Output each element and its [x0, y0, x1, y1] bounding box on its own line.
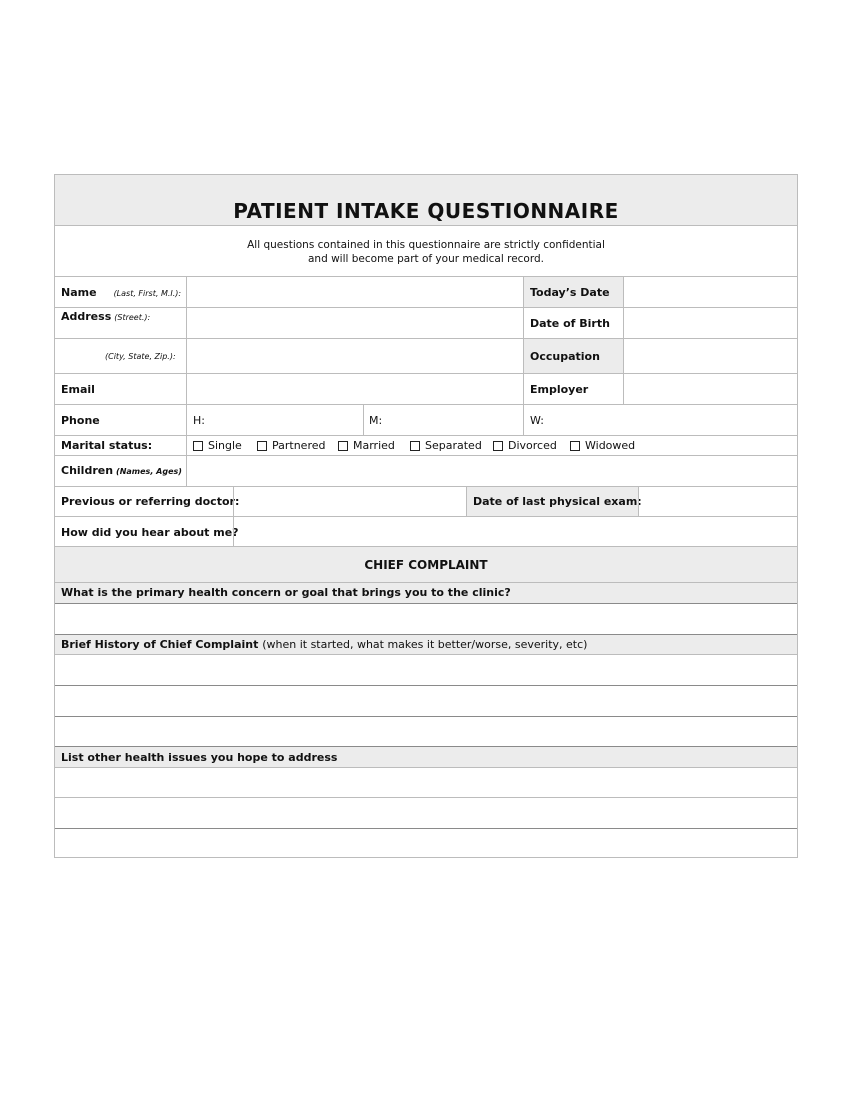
marital-option-single[interactable]: Single	[193, 439, 242, 452]
checkbox-icon[interactable]	[570, 441, 580, 451]
checkbox-icon[interactable]	[338, 441, 348, 451]
dob-label: Date of Birth	[530, 317, 610, 330]
phone-mobile-input[interactable]	[364, 405, 523, 435]
address-label: Address (Street.):	[61, 310, 151, 323]
history-input-line-1[interactable]	[55, 655, 797, 686]
dob-input[interactable]	[624, 308, 797, 338]
address-city-row	[55, 339, 797, 374]
name-row	[55, 277, 797, 308]
checkbox-icon[interactable]	[257, 441, 267, 451]
marital-label: Marital status:	[61, 439, 153, 452]
last-exam-label: Date of last physical exam:	[473, 495, 642, 508]
todays-date-label: Today’s Date	[530, 286, 610, 299]
history-question-row	[55, 635, 797, 655]
email-row	[55, 374, 797, 405]
occupation-label-cell	[523, 339, 623, 373]
dob-label-cell	[523, 308, 623, 338]
checkbox-icon[interactable]	[410, 441, 420, 451]
phone-home-prefix: H:	[193, 414, 205, 427]
marital-option-partnered[interactable]: Partnered	[257, 439, 326, 452]
referral-row	[55, 517, 797, 547]
todays-date-label-cell	[523, 277, 623, 307]
marital-option-married[interactable]: Married	[338, 439, 395, 452]
note-line-2: and will become part of your medical record.	[307, 253, 544, 265]
address-street-row	[55, 308, 797, 339]
email-input[interactable]	[187, 374, 523, 404]
other-issues-input-line-1[interactable]	[55, 768, 797, 798]
hear-about-label: How did you hear about me?	[61, 526, 239, 539]
todays-date-input[interactable]	[624, 277, 797, 307]
phone-work-input[interactable]	[524, 405, 797, 435]
confidential-note	[55, 238, 797, 266]
children-label: Children (Names, Ages)	[61, 464, 182, 477]
other-issues-question: List other health issues you hope to address	[61, 751, 338, 764]
note-line-1: All questions contained in this questionnaire are strictly confidential	[247, 239, 605, 251]
primary-concern-question-row	[55, 583, 797, 604]
marital-option-widowed[interactable]: Widowed	[570, 439, 635, 452]
checkbox-icon[interactable]	[193, 441, 203, 451]
hear-about-input[interactable]	[234, 517, 797, 546]
chief-complaint-heading: CHIEF COMPLAINT	[364, 558, 488, 572]
email-label: Email	[61, 383, 95, 396]
history-question: Brief History of Chief Complaint (when it started, what makes it better/worse, severity, etc)	[61, 638, 588, 651]
prev-doctor-label: Previous or referring doctor:	[61, 495, 240, 508]
other-issues-input-line-2[interactable]	[55, 798, 797, 829]
address-street-input[interactable]	[187, 308, 523, 338]
employer-label-cell	[523, 374, 623, 404]
name-label: Name (Last, First, M.I.):	[61, 286, 182, 299]
doctor-row	[55, 487, 797, 517]
intake-form	[54, 174, 798, 858]
name-input[interactable]	[187, 277, 523, 307]
history-input-line-3[interactable]	[55, 717, 797, 747]
history-input-line-2[interactable]	[55, 686, 797, 717]
prev-doctor-input[interactable]	[234, 487, 466, 516]
confidential-note-row	[55, 226, 797, 277]
primary-concern-question: What is the primary health concern or goal that brings you to the clinic?	[61, 586, 511, 599]
last-exam-label-cell	[466, 487, 642, 516]
checkbox-icon[interactable]	[493, 441, 503, 451]
phone-work-prefix: W:	[530, 414, 544, 427]
phone-row	[55, 405, 797, 436]
city-hint-label: (City, State, Zip.):	[105, 352, 176, 361]
chief-complaint-header	[55, 547, 797, 583]
marital-option-separated[interactable]: Separated	[410, 439, 482, 452]
form-title: PATIENT INTAKE QUESTIONNAIRE	[233, 199, 619, 223]
title-row	[55, 175, 797, 226]
occupation-label: Occupation	[530, 350, 600, 363]
primary-concern-input[interactable]	[55, 604, 797, 635]
children-row	[55, 456, 797, 487]
phone-home-input[interactable]	[187, 405, 363, 435]
occupation-input[interactable]	[624, 339, 797, 373]
other-issues-question-row	[55, 747, 797, 768]
address-city-input[interactable]	[187, 339, 523, 373]
employer-label: Employer	[530, 383, 589, 396]
marital-option-divorced[interactable]: Divorced	[493, 439, 557, 452]
phone-label: Phone	[61, 414, 100, 427]
employer-input[interactable]	[624, 374, 797, 404]
marital-row	[55, 436, 797, 456]
phone-mobile-prefix: M:	[369, 414, 383, 427]
last-exam-input[interactable]	[639, 487, 797, 516]
other-issues-input-line-3[interactable]	[55, 829, 797, 858]
children-input[interactable]	[187, 456, 797, 486]
